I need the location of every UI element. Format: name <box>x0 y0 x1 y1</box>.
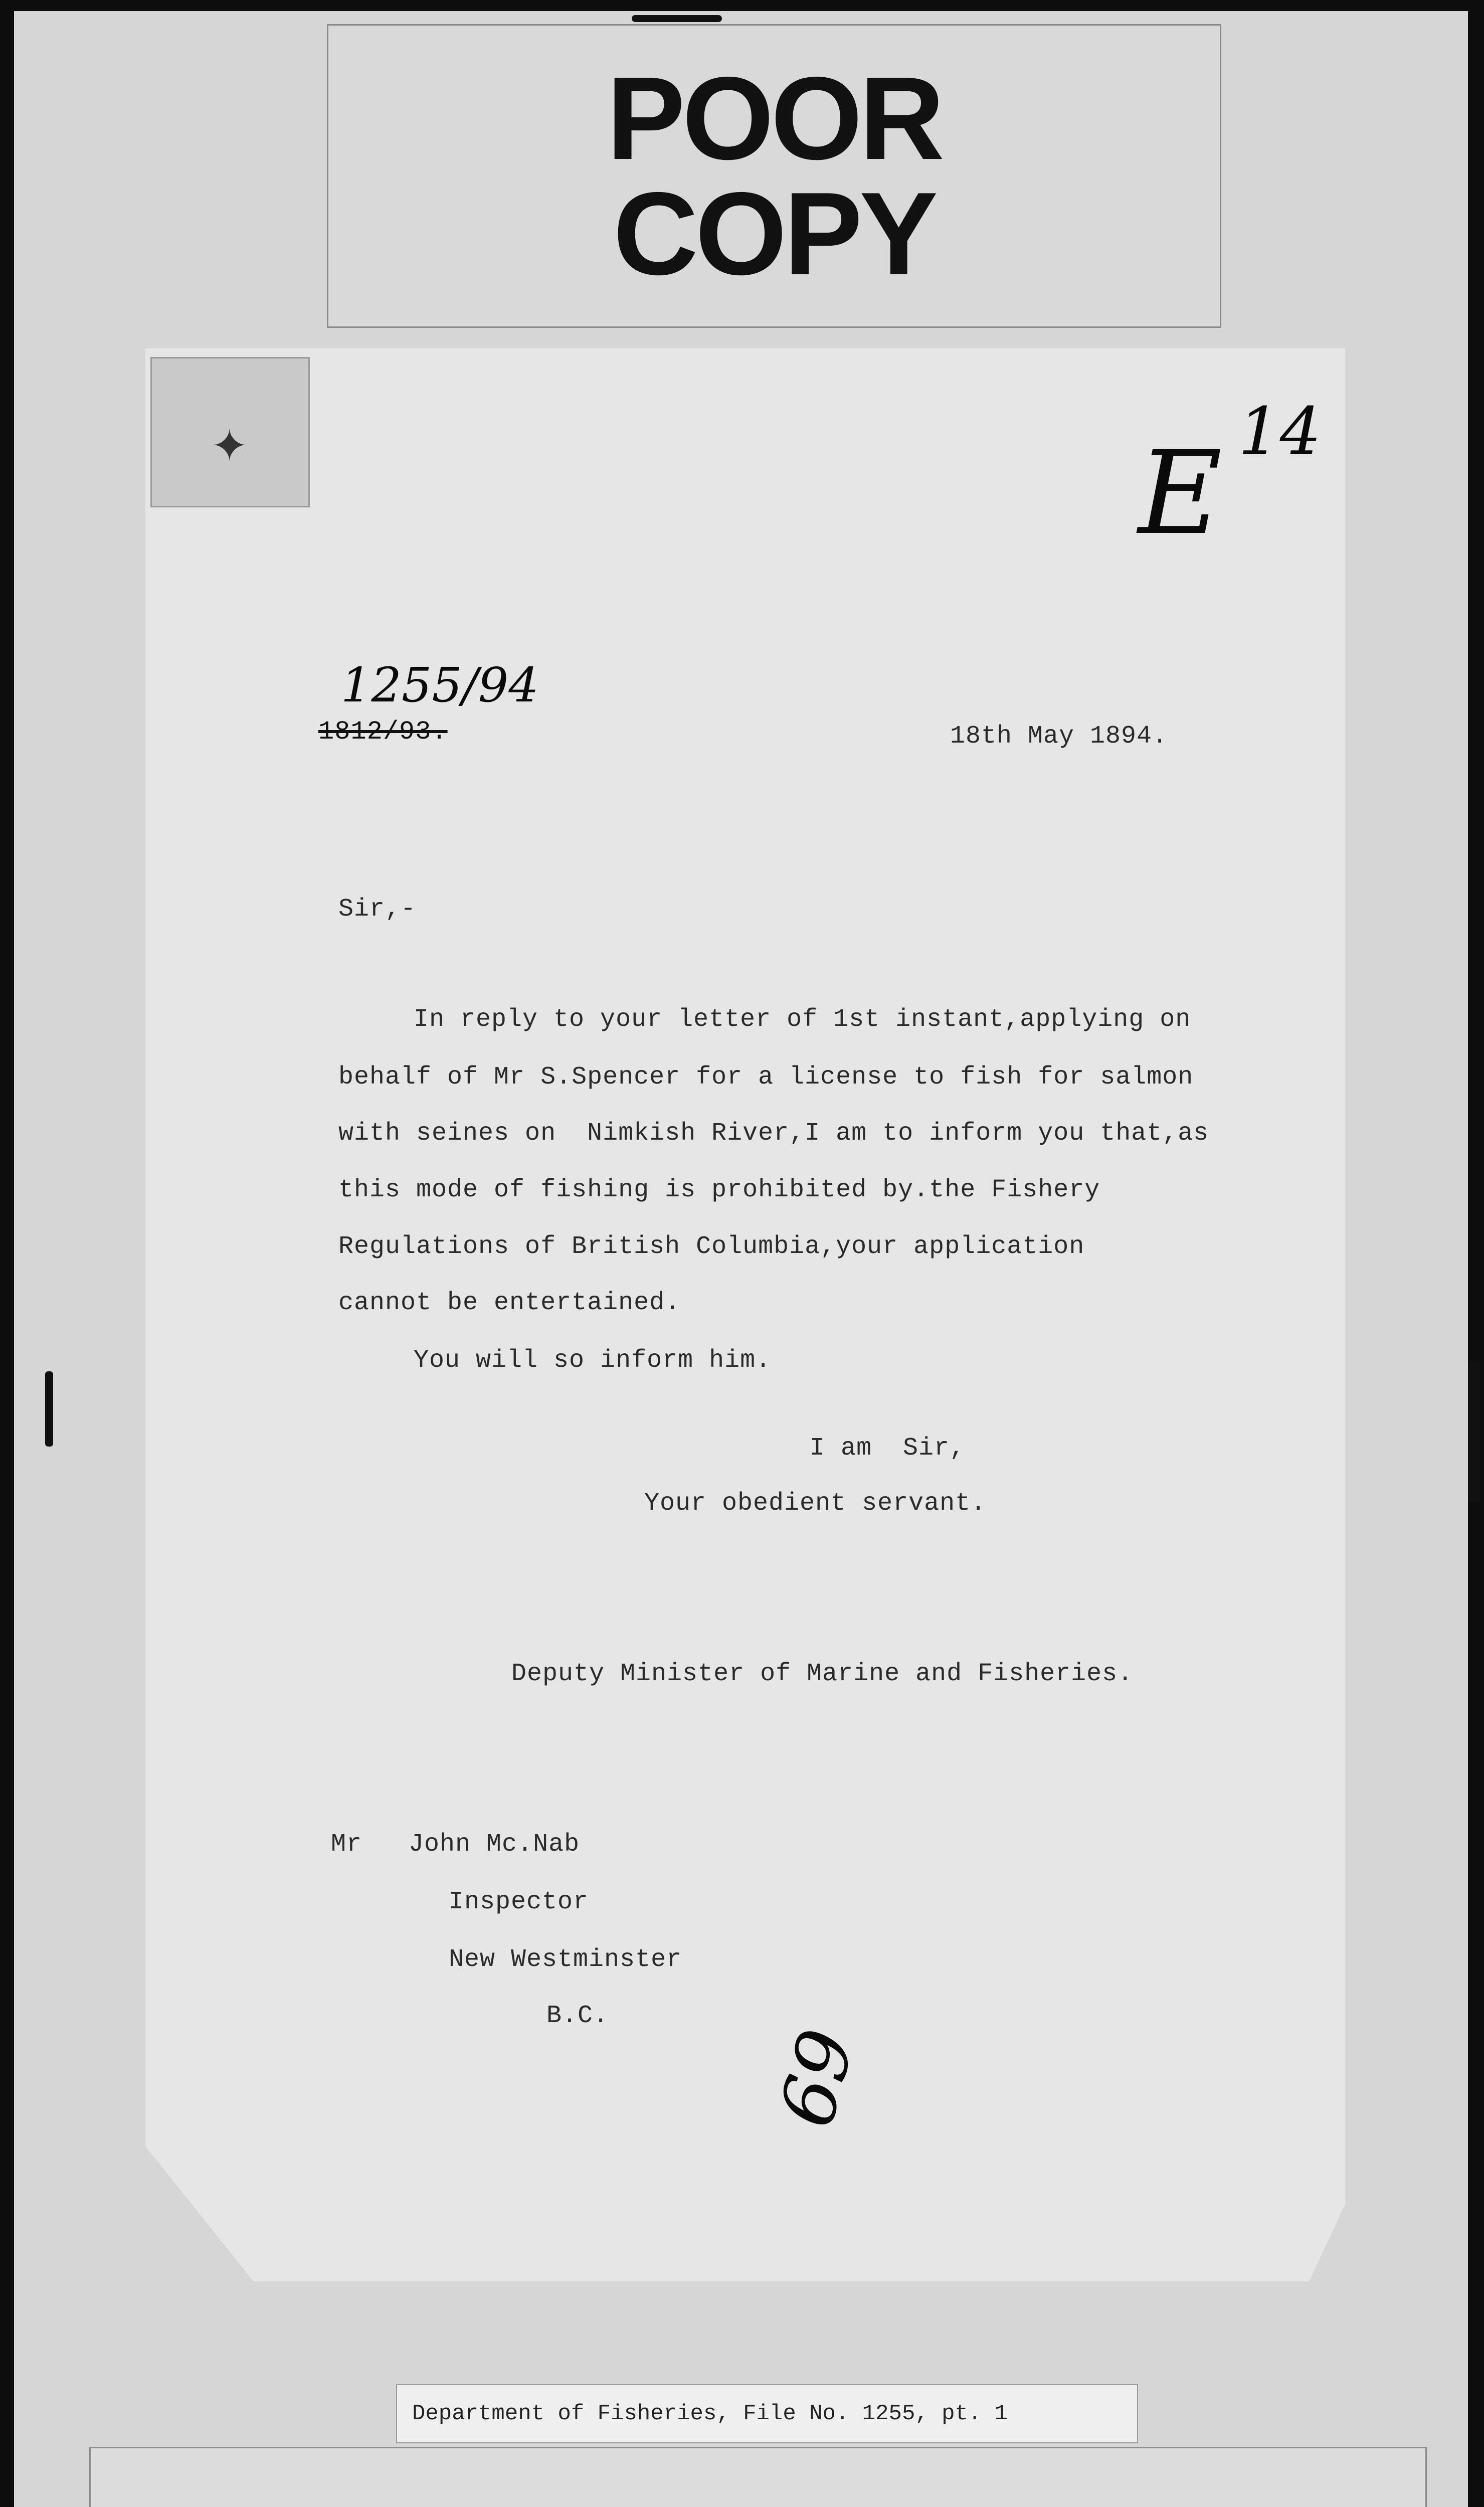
right-edge-mark <box>1468 1361 1480 1502</box>
body-line-4: this mode of fishing is prohibited by.the Fishery <box>338 1176 1100 1204</box>
body-line-2: behalf of Mr S.Spencer for a license to fish for salmon <box>338 1063 1194 1092</box>
addressee-line-3: New Westminster <box>449 1945 682 1974</box>
signature-title: Deputy Minister of Marine and Fisheries. <box>511 1660 1134 1688</box>
salutation: Sir,- <box>338 895 417 924</box>
stamp-mark-icon: ✦ <box>211 420 249 472</box>
body-line-1: In reply to your letter of 1st instant,applying on <box>414 1005 1191 1034</box>
reference-number-new: 1255/94 <box>341 658 539 713</box>
letter-page <box>145 348 1345 2281</box>
public-archives-label <box>89 2447 1427 2507</box>
reference-number-old: 1812/93. <box>318 717 448 747</box>
left-edge-mark <box>45 1371 53 1447</box>
addressee-line-4: B.C. <box>546 2002 609 2030</box>
closing-line-2: Your obedient servant. <box>644 1489 987 1518</box>
margin-mark-number: 14 <box>1238 393 1322 469</box>
body-line-7: You will so inform him. <box>414 1346 772 1375</box>
body-line-5: Regulations of British Columbia,your application <box>338 1232 1085 1261</box>
addressee-line-2: Inspector <box>449 1888 589 1916</box>
margin-mark-e: E <box>1138 427 1222 561</box>
poor-copy-line-2: COPY <box>613 167 935 299</box>
letter-date: 18th May 1894. <box>950 722 1168 751</box>
top-scratch <box>632 15 722 22</box>
addressee-line-1: Mr John Mc.Nab <box>331 1830 580 1859</box>
body-line-3: with seines on Nimkish River,I am to inform you that,as <box>338 1119 1209 1148</box>
closing-line-1: I am Sir, <box>810 1434 966 1463</box>
poor-copy-label <box>327 24 1221 328</box>
file-reference-slip <box>396 2384 1138 2443</box>
file-reference-text: Department of Fisheries, File No. 1255, pt. 1 <box>412 2401 1008 2426</box>
poor-copy-line-1: POOR <box>606 52 942 184</box>
body-line-6: cannot be entertained. <box>338 1289 681 1317</box>
page-number: 69 <box>763 2021 872 2136</box>
